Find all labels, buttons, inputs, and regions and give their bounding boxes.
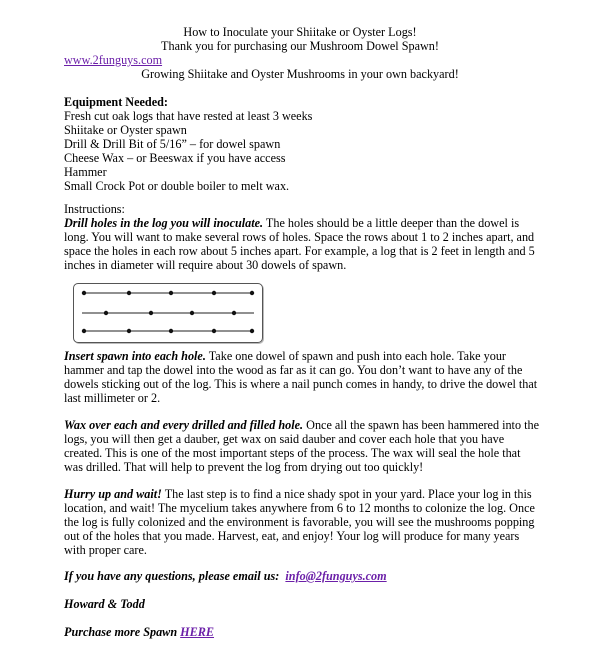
hole-dot (250, 291, 254, 295)
hole-dot (82, 329, 86, 333)
step-wait-lead: Hurry up and wait! (64, 487, 162, 501)
equipment-heading: Equipment Needed: (64, 95, 168, 109)
hole-dot (82, 291, 86, 295)
step-drill (64, 216, 540, 272)
purchase-line (64, 625, 540, 639)
step-insert-body: Take one dowel of spawn and push into each hole. Take your hammer and tap the dowel into the wood as far as it can go. You don’t want to have any of the dowels sticking out of the log. This is where a nail punch comes in handy, to drive the dowel that last millimeter or 2. (64, 349, 538, 405)
equipment-item: Shiitake or Oyster spawn (64, 123, 187, 137)
subtitle: Growing Shiitake and Oyster Mushrooms in your own backyard! (141, 67, 459, 81)
step-wax-lead: Wax over each and every drilled and filled hole. (64, 418, 304, 432)
signoff: Howard & Todd (64, 597, 145, 611)
hole-dot (169, 291, 173, 295)
step-insert-lead: Insert spawn into each hole. (64, 349, 206, 363)
hole-dot (104, 311, 108, 315)
email-link[interactable]: info@2funguys.com (285, 569, 387, 583)
hole-dot (190, 311, 194, 315)
hole-dot (212, 291, 216, 295)
purchase-text: Purchase more Spawn (64, 625, 178, 639)
step-wait (64, 487, 540, 557)
thank-you-line: Thank you for purchasing our Mushroom Dowel Spawn! (161, 39, 439, 53)
step-drill-lead: Drill holes in the log you will inoculate. (64, 216, 264, 230)
equipment-item: Drill & Drill Bit of 5/16” – for dowel spawn (64, 137, 281, 151)
hole-pattern-svg (74, 284, 262, 342)
hole-dot (232, 311, 236, 315)
equipment-item: Cheese Wax – or Beeswax if you have access (64, 151, 286, 165)
hole-dot (127, 329, 131, 333)
hole-dot (127, 291, 131, 295)
step-wait-body: The last step is to find a nice shady spot in your yard. Place your log in this location, and wait! The mycelium takes anywhere from 6 to 12 months to colonize the log. Once the log is fully colonized and the environment is favorable, you will see the mushrooms popping out of the holes that you made. Harvest, eat, and enjoy! Your log will produce for many years with proper care. (64, 487, 535, 557)
equipment-item: Fresh cut oak logs that have rested at least 3 weeks (64, 109, 313, 123)
equipment-item: Small Crock Pot or double boiler to melt wax. (64, 179, 290, 193)
contact-line (64, 569, 540, 583)
step-wax-body: Once all the spawn has been hammered into the logs, you will then get a dauber, get wax on said dauber and cover each hole that you have created. This is one of the most important steps of the process. The wax will seal the hole that was drilled. That will help to prevent the log from drying out too quickly! (64, 418, 539, 474)
step-insert (64, 349, 540, 405)
step-wax (64, 418, 540, 474)
website-link[interactable]: www.2funguys.com (64, 53, 163, 67)
equipment-item: Hammer (64, 165, 107, 179)
log-hole-diagram (73, 283, 263, 343)
equipment-section (64, 95, 540, 193)
hole-dot (149, 311, 153, 315)
contact-text: If you have any questions, please email us: (64, 569, 280, 583)
hole-dot (169, 329, 173, 333)
page-title: How to Inoculate your Shiitake or Oyster Logs! (183, 25, 417, 39)
hole-dot (250, 329, 254, 333)
hole-dot (212, 329, 216, 333)
step-drill-body: The holes should be a little deeper than the dowel is long. You will want to make several rows of holes. Space the rows about 1 to 2 inches apart, and space the holes in each row about 5 inches apart. For example, a log that is 2 feet in length and 5 inches in diameter will require about 30 dowels of spawn. (64, 216, 535, 272)
instructions-heading: Instructions: (64, 202, 125, 216)
purchase-link[interactable]: HERE (180, 625, 215, 639)
